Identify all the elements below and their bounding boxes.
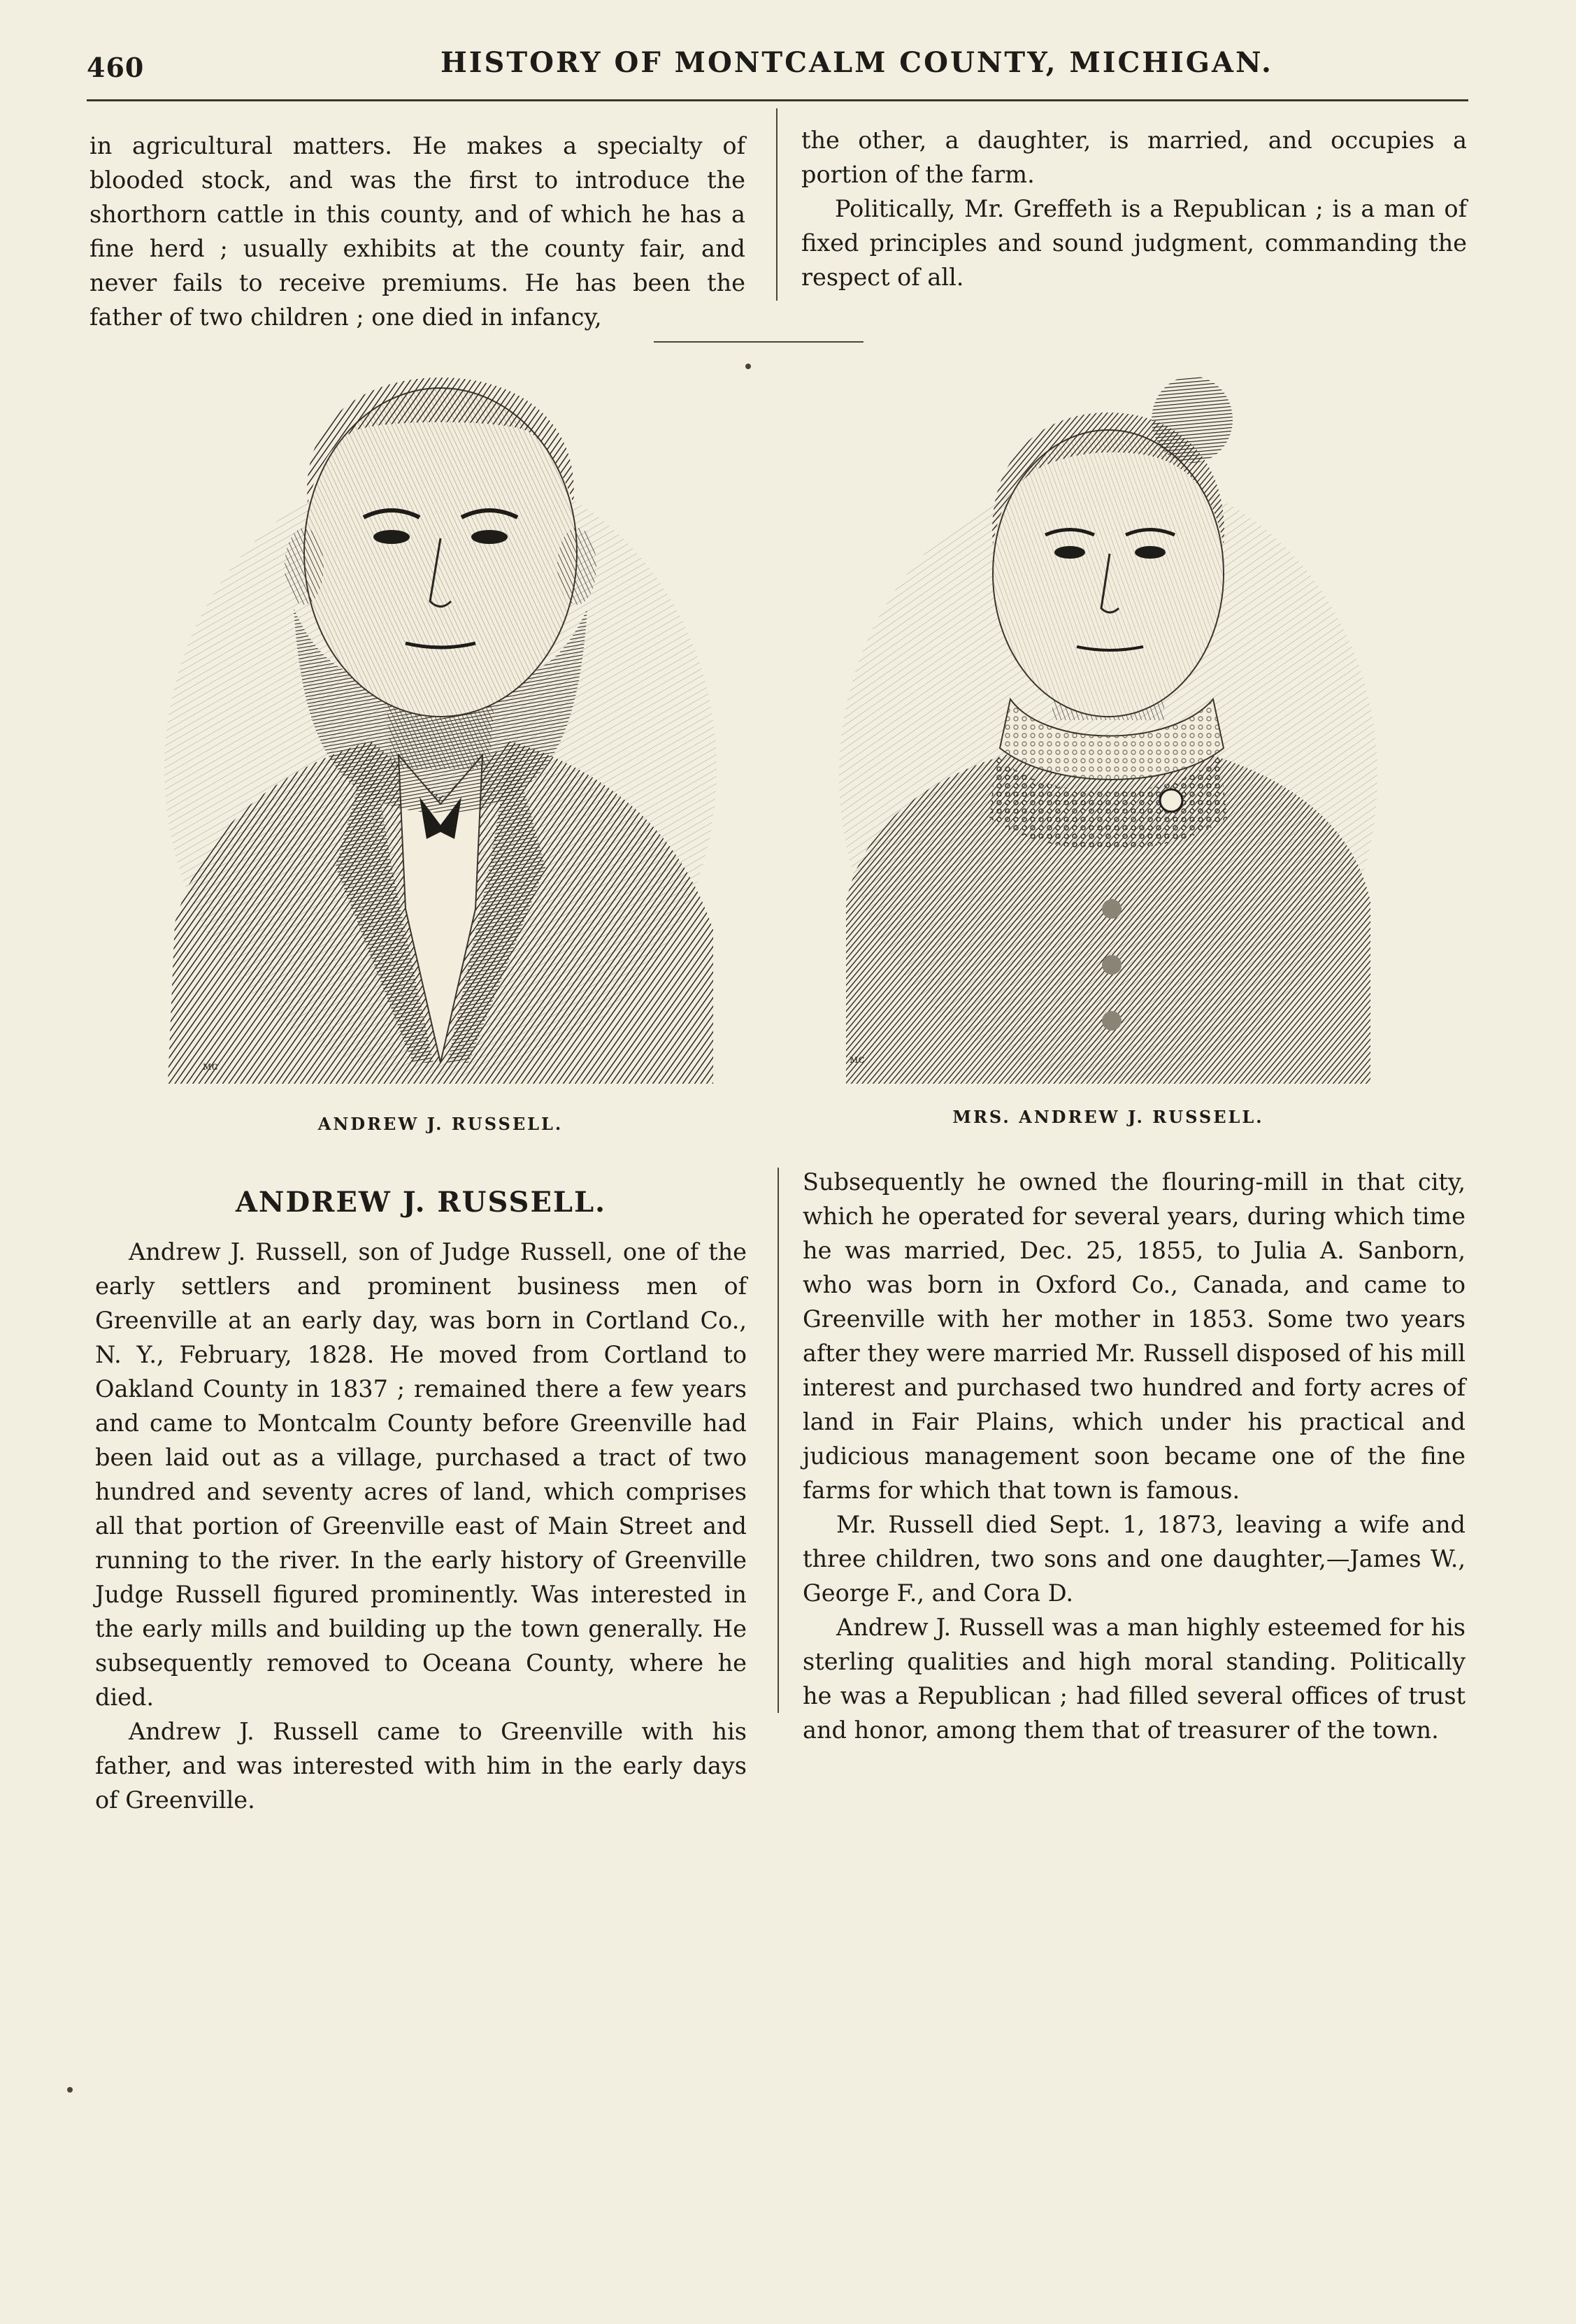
portrait-mrs-andrew-russell [836, 371, 1381, 1084]
top-right-paragraph-2: Politically, Mr. Greffeth is a Republican ; is a man of fixed principles and sound judgment, commanding the respect of all. [801, 195, 1467, 291]
header-rule [87, 99, 1468, 101]
top-column-divider [776, 108, 778, 301]
biography-column-divider [778, 1168, 779, 1713]
margin-dot [67, 2087, 73, 2093]
biography-title: ANDREW J. RUSSELL. [235, 1186, 607, 1219]
running-title: HISTORY OF MONTCALM COUNTY, MICHIGAN. [440, 46, 1273, 79]
section-separator [654, 341, 864, 343]
page-number: 460 [87, 52, 145, 83]
biography-right-column [803, 1165, 1466, 1747]
ornament-dot [745, 364, 751, 369]
biography-right-paragraph-2: Mr. Russell died Sept. 1, 1873, leaving a wife and three children, two sons and one daughter,—James W., George F., and Cora D. [803, 1511, 1466, 1607]
top-left-column [89, 129, 745, 334]
top-right-paragraph-1: the other, a daughter, is married, and occupies a portion of the farm. [801, 127, 1467, 188]
page-header [84, 46, 1482, 88]
svg-text:ᴍᴄ: ᴍᴄ [203, 1059, 218, 1073]
caption-mrs-andrew-russell: MRS. ANDREW J. RUSSELL. [952, 1107, 1264, 1127]
biography-right-paragraph-1: Subsequently he owned the flouring-mill in that city, which he operated for several years, during which time he was married, Dec. 25, 1855, to Julia A. Sanborn, who was born in Oxford Co., Canada, and came to Greenville with her mother in 1853. Some two years after they were married Mr. Russell disposed of his mill interest and purchased two hundred and forty acres of land in Fair Plains, which under his practical and judicious management soon became one of the fine farms for which that town is famous. [803, 1168, 1466, 1504]
biography-left-paragraph-1: Andrew J. Russell, son of Judge Russell, one of the early settlers and prominent business men of Greenville at an early day, was born in Cortland Co., N. Y., February, 1828. He moved from Cortland to Oakland County in 1837 ; remained there a few years and came to Montcalm County before Greenville had been laid out as a village, purchased a tract of two hundred and seventy acres of land, which comprises all that portion of Greenville east of Main Street and running to the river. In the early history of Greenville Judge Russell figured prominently. Was interested in the early mills and building up the town generally. He subsequently removed to Oceana County, where he died. [95, 1238, 747, 1711]
portrait-andrew-russell [161, 378, 720, 1084]
svg-text:ᴍᴄ: ᴍᴄ [850, 1052, 865, 1066]
top-right-column [801, 123, 1467, 294]
biography-left-paragraph-2: Andrew J. Russell came to Greenville with his father, and was interested with him in the early days of Greenville. [95, 1718, 747, 1814]
biography-left-column [95, 1185, 747, 1817]
top-left-paragraph: in agricultural matters. He makes a specialty of blooded stock, and was the first to introduce the shorthorn cattle in this county, and of which he has a fine herd ; usually exhibits at the county fair, and never fails to receive premiums. He has been the father of two children ; one died in infancy, [89, 132, 745, 331]
caption-andrew-russell: ANDREW J. RUSSELL. [317, 1114, 564, 1134]
biography-right-paragraph-3: Andrew J. Russell was a man highly esteemed for his sterling qualities and high moral standing. Politically he was a Republican ; had filled several offices of trust and honor, among them that of treasurer of the town. [803, 1614, 1466, 1744]
